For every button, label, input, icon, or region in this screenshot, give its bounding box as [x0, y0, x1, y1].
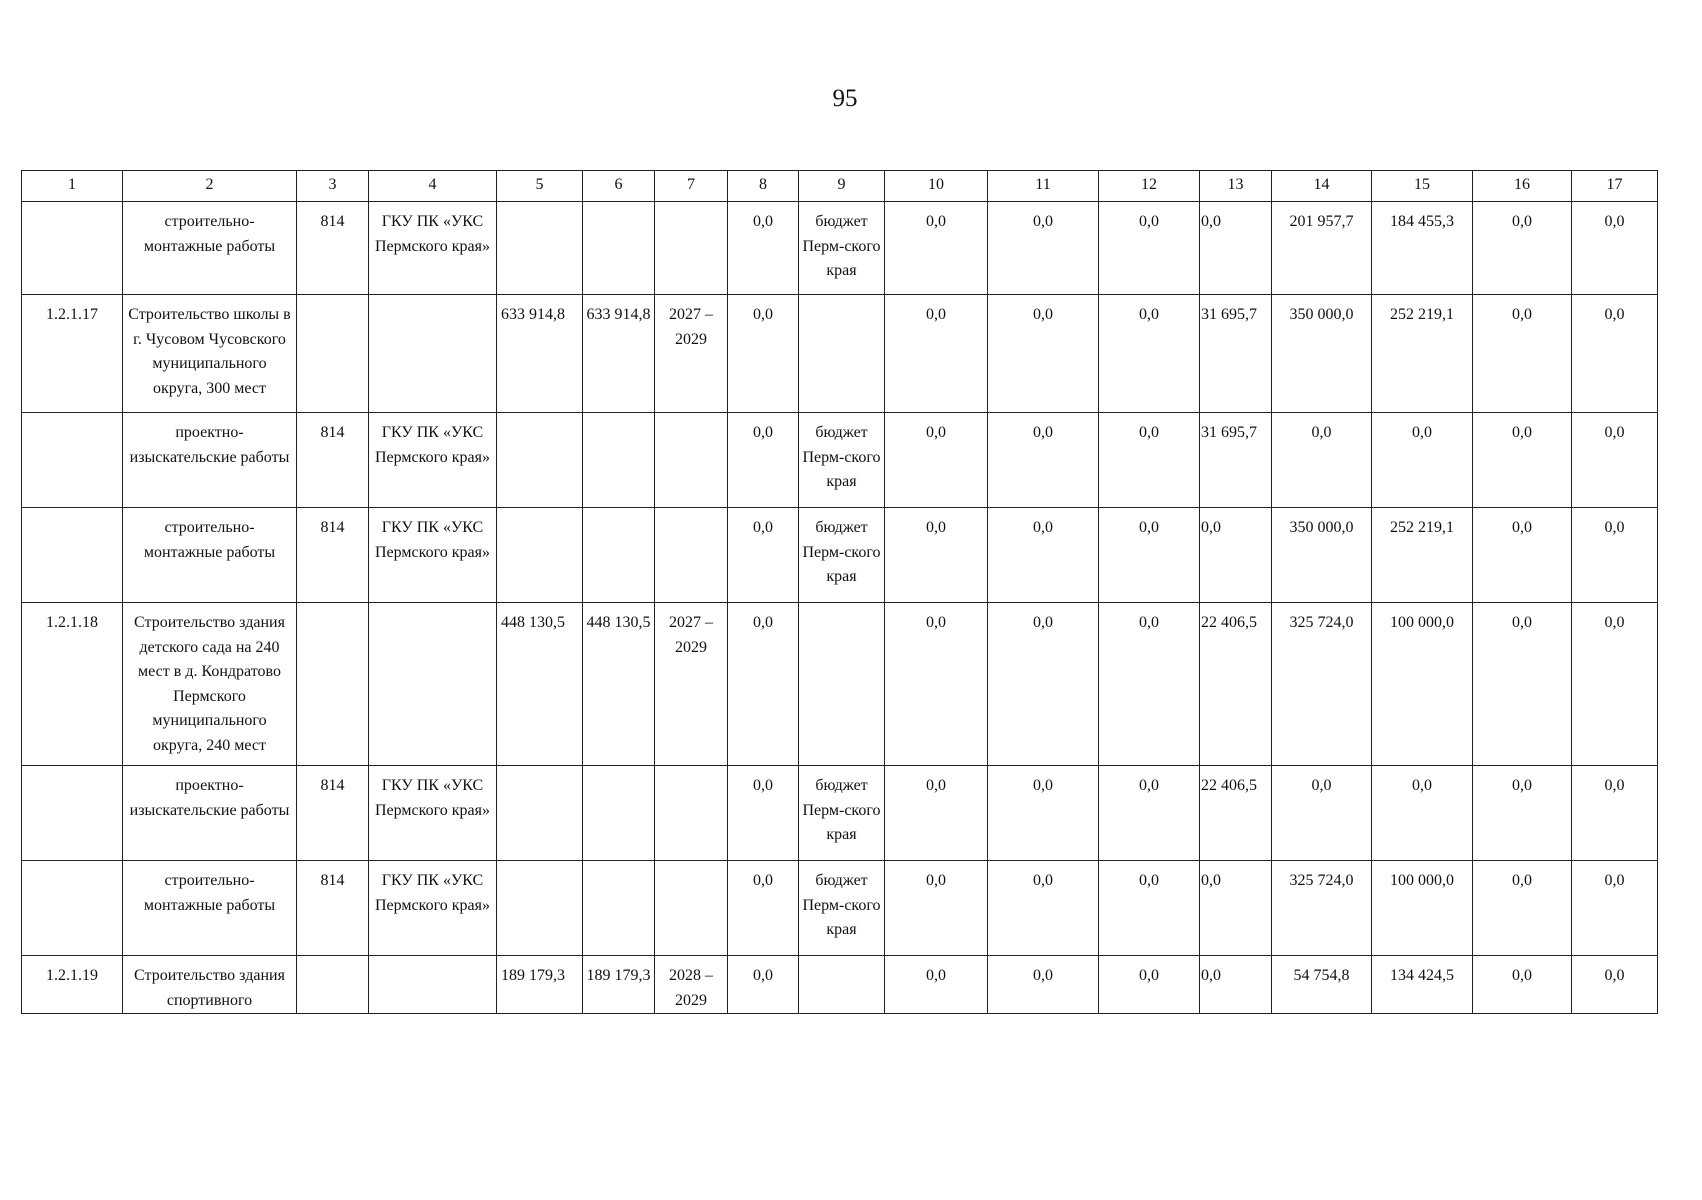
- table-cell-col-3: [297, 295, 369, 413]
- table-cell-col-9: [799, 295, 885, 413]
- table-cell-col-16: 0,0: [1473, 295, 1572, 413]
- table-cell-col-1: [22, 766, 123, 861]
- table-cell-col-11: 0,0: [988, 202, 1099, 295]
- table-cell-col-2: строительно-монтажные работы: [123, 202, 297, 295]
- table-row: [22, 603, 1658, 766]
- table-cell-col-9: бюджет Перм-ского края: [799, 861, 885, 956]
- table-cell-col-8: 0,0: [728, 295, 799, 413]
- table-cell-col-17: 0,0: [1572, 956, 1658, 1014]
- table-cell-col-8: 0,0: [728, 861, 799, 956]
- table-cell-col-11: 0,0: [988, 603, 1099, 766]
- table-cell-col-8: 0,0: [728, 202, 799, 295]
- table-cell-col-13: 0,0: [1200, 861, 1272, 956]
- table-row: [22, 202, 1658, 295]
- table-cell-col-14: 0,0: [1272, 766, 1372, 861]
- table-cell-col-7: [655, 508, 728, 603]
- table-cell-col-12: 0,0: [1099, 508, 1200, 603]
- table-cell-col-4: ГКУ ПК «УКС Пермского края»: [369, 413, 497, 508]
- table-cell-col-7: [655, 766, 728, 861]
- table-cell-col-3: 814: [297, 766, 369, 861]
- table-cell-col-15: 184 455,3: [1372, 202, 1473, 295]
- table-cell-col-3: 814: [297, 508, 369, 603]
- column-header-5: 5: [497, 171, 583, 202]
- table-cell-col-15: 252 219,1: [1372, 295, 1473, 413]
- table-cell-col-9: бюджет Перм-ского края: [799, 413, 885, 508]
- table-cell-col-1: 1.2.1.19: [22, 956, 123, 1014]
- table-cell-col-17: 0,0: [1572, 603, 1658, 766]
- column-header-1: 1: [22, 171, 123, 202]
- table-cell-col-13: 22 406,5: [1200, 766, 1272, 861]
- table-cell-col-3: [297, 956, 369, 1014]
- table-cell-col-7: 2027 – 2029: [655, 295, 728, 413]
- table-cell-col-17: 0,0: [1572, 202, 1658, 295]
- column-header-2: 2: [123, 171, 297, 202]
- table-cell-col-16: 0,0: [1473, 766, 1572, 861]
- table-cell-col-12: 0,0: [1099, 295, 1200, 413]
- table-cell-col-15: 100 000,0: [1372, 861, 1473, 956]
- table-cell-col-1: 1.2.1.18: [22, 603, 123, 766]
- table-cell-col-13: 31 695,7: [1200, 413, 1272, 508]
- table-cell-col-5: [497, 766, 583, 861]
- table-cell-col-16: 0,0: [1473, 603, 1572, 766]
- table-cell-col-14: 350 000,0: [1272, 508, 1372, 603]
- table-cell-col-15: 0,0: [1372, 766, 1473, 861]
- table-cell-col-9: бюджет Перм-ского края: [799, 202, 885, 295]
- table-cell-col-9: бюджет Перм-ского края: [799, 766, 885, 861]
- table-cell-col-15: 100 000,0: [1372, 603, 1473, 766]
- table-cell-col-5: 633 914,8: [497, 295, 583, 413]
- table-cell-col-15: 134 424,5: [1372, 956, 1473, 1014]
- table-cell-col-17: 0,0: [1572, 508, 1658, 603]
- table-row: [22, 295, 1658, 413]
- table-cell-col-1: [22, 508, 123, 603]
- table-cell-col-5: [497, 861, 583, 956]
- table-cell-col-11: 0,0: [988, 413, 1099, 508]
- table-cell-col-7: 2028 – 2029: [655, 956, 728, 1014]
- table-cell-col-10: 0,0: [885, 603, 988, 766]
- table-cell-col-10: 0,0: [885, 508, 988, 603]
- table-cell-col-14: 201 957,7: [1272, 202, 1372, 295]
- table-cell-col-14: 54 754,8: [1272, 956, 1372, 1014]
- table-cell-col-4: ГКУ ПК «УКС Пермского края»: [369, 766, 497, 861]
- table-cell-col-3: 814: [297, 413, 369, 508]
- column-header-3: 3: [297, 171, 369, 202]
- table-cell-col-16: 0,0: [1473, 413, 1572, 508]
- table-cell-col-1: [22, 202, 123, 295]
- table-row: [22, 413, 1658, 508]
- table-cell-col-12: 0,0: [1099, 413, 1200, 508]
- table-cell-col-7: [655, 413, 728, 508]
- table-cell-col-12: 0,0: [1099, 603, 1200, 766]
- column-header-13: 13: [1200, 171, 1272, 202]
- table-cell-col-4: ГКУ ПК «УКС Пермского края»: [369, 861, 497, 956]
- table-cell-col-17: 0,0: [1572, 295, 1658, 413]
- table-cell-col-2: проектно-изыскательские работы: [123, 766, 297, 861]
- page-number: 95: [832, 85, 858, 112]
- table-cell-col-13: 0,0: [1200, 508, 1272, 603]
- table-cell-col-1: 1.2.1.17: [22, 295, 123, 413]
- table-cell-col-2: Строительство здания детского сада на 240 мест в д. Кондратово Пермского муниципального округа, 240 мест: [123, 603, 297, 766]
- table-cell-col-6: [583, 413, 655, 508]
- column-header-9: 9: [799, 171, 885, 202]
- table-cell-col-8: 0,0: [728, 508, 799, 603]
- table-cell-col-3: 814: [297, 202, 369, 295]
- table-cell-col-16: 0,0: [1473, 861, 1572, 956]
- table-cell-col-7: 2027 – 2029: [655, 603, 728, 766]
- table-cell-col-12: 0,0: [1099, 202, 1200, 295]
- table-cell-col-2: строительно-монтажные работы: [123, 508, 297, 603]
- table-cell-col-1: [22, 861, 123, 956]
- column-header-7: 7: [655, 171, 728, 202]
- table-cell-col-16: 0,0: [1473, 956, 1572, 1014]
- table-cell-col-6: [583, 202, 655, 295]
- table-cell-col-4: [369, 956, 497, 1014]
- table-cell-col-4: [369, 295, 497, 413]
- table-cell-col-2: строительно-монтажные работы: [123, 861, 297, 956]
- table-cell-col-17: 0,0: [1572, 413, 1658, 508]
- table-cell-col-13: 0,0: [1200, 956, 1272, 1014]
- table-cell-col-9: [799, 603, 885, 766]
- table-cell-col-13: 0,0: [1200, 202, 1272, 295]
- table-cell-col-14: 325 724,0: [1272, 861, 1372, 956]
- table-cell-col-17: 0,0: [1572, 766, 1658, 861]
- table-cell-col-8: 0,0: [728, 413, 799, 508]
- table-cell-col-4: ГКУ ПК «УКС Пермского края»: [369, 202, 497, 295]
- table-cell-col-16: 0,0: [1473, 508, 1572, 603]
- table-cell-col-8: 0,0: [728, 766, 799, 861]
- column-header-15: 15: [1372, 171, 1473, 202]
- table-cell-col-11: 0,0: [988, 295, 1099, 413]
- table-row: [22, 956, 1658, 1014]
- table-cell-col-6: [583, 861, 655, 956]
- table-cell-col-2: Строительство здания спортивного: [123, 956, 297, 1014]
- table-row: [22, 766, 1658, 861]
- table-cell-col-15: 0,0: [1372, 413, 1473, 508]
- table-cell-col-17: 0,0: [1572, 861, 1658, 956]
- table-cell-col-11: 0,0: [988, 508, 1099, 603]
- column-header-6: 6: [583, 171, 655, 202]
- table-row: [22, 861, 1658, 956]
- table-cell-col-14: 325 724,0: [1272, 603, 1372, 766]
- table-cell-col-6: [583, 766, 655, 861]
- table-cell-col-4: ГКУ ПК «УКС Пермского края»: [369, 508, 497, 603]
- table-cell-col-5: [497, 202, 583, 295]
- table-cell-col-2: Строительство школы в г. Чусовом Чусовского муниципального округа, 300 мест: [123, 295, 297, 413]
- table-cell-col-11: 0,0: [988, 766, 1099, 861]
- column-header-17: 17: [1572, 171, 1658, 202]
- column-header-16: 16: [1473, 171, 1572, 202]
- table-cell-col-1: [22, 413, 123, 508]
- table-cell-col-5: [497, 508, 583, 603]
- table-cell-col-12: 0,0: [1099, 861, 1200, 956]
- table-cell-col-5: 448 130,5: [497, 603, 583, 766]
- table-cell-col-6: 189 179,3: [583, 956, 655, 1014]
- table-cell-col-12: 0,0: [1099, 766, 1200, 861]
- table-cell-col-14: 350 000,0: [1272, 295, 1372, 413]
- table-header-row: [22, 171, 1658, 202]
- column-header-8: 8: [728, 171, 799, 202]
- table-cell-col-10: 0,0: [885, 202, 988, 295]
- table-cell-col-5: [497, 413, 583, 508]
- table-cell-col-16: 0,0: [1473, 202, 1572, 295]
- table-cell-col-3: [297, 603, 369, 766]
- table-cell-col-8: 0,0: [728, 956, 799, 1014]
- table-cell-col-10: 0,0: [885, 861, 988, 956]
- column-header-12: 12: [1099, 171, 1200, 202]
- table-cell-col-6: 448 130,5: [583, 603, 655, 766]
- table-cell-col-15: 252 219,1: [1372, 508, 1473, 603]
- table-cell-col-12: 0,0: [1099, 956, 1200, 1014]
- table-cell-col-7: [655, 202, 728, 295]
- table-cell-col-4: [369, 603, 497, 766]
- table-cell-col-10: 0,0: [885, 956, 988, 1014]
- table-cell-col-10: 0,0: [885, 766, 988, 861]
- table-cell-col-10: 0,0: [885, 413, 988, 508]
- column-header-11: 11: [988, 171, 1099, 202]
- table-cell-col-13: 22 406,5: [1200, 603, 1272, 766]
- table-cell-col-2: проектно-изыскательские работы: [123, 413, 297, 508]
- column-header-4: 4: [369, 171, 497, 202]
- table-cell-col-10: 0,0: [885, 295, 988, 413]
- table-cell-col-8: 0,0: [728, 603, 799, 766]
- column-header-10: 10: [885, 171, 988, 202]
- table-cell-col-11: 0,0: [988, 956, 1099, 1014]
- table-cell-col-6: 633 914,8: [583, 295, 655, 413]
- table-cell-col-3: 814: [297, 861, 369, 956]
- table-cell-col-14: 0,0: [1272, 413, 1372, 508]
- table-cell-col-5: 189 179,3: [497, 956, 583, 1014]
- column-header-14: 14: [1272, 171, 1372, 202]
- table-cell-col-6: [583, 508, 655, 603]
- table-cell-col-13: 31 695,7: [1200, 295, 1272, 413]
- budget-table: [21, 170, 1658, 1014]
- table-row: [22, 508, 1658, 603]
- table-cell-col-7: [655, 861, 728, 956]
- table-cell-col-9: [799, 956, 885, 1014]
- table-cell-col-9: бюджет Перм-ского края: [799, 508, 885, 603]
- table-cell-col-11: 0,0: [988, 861, 1099, 956]
